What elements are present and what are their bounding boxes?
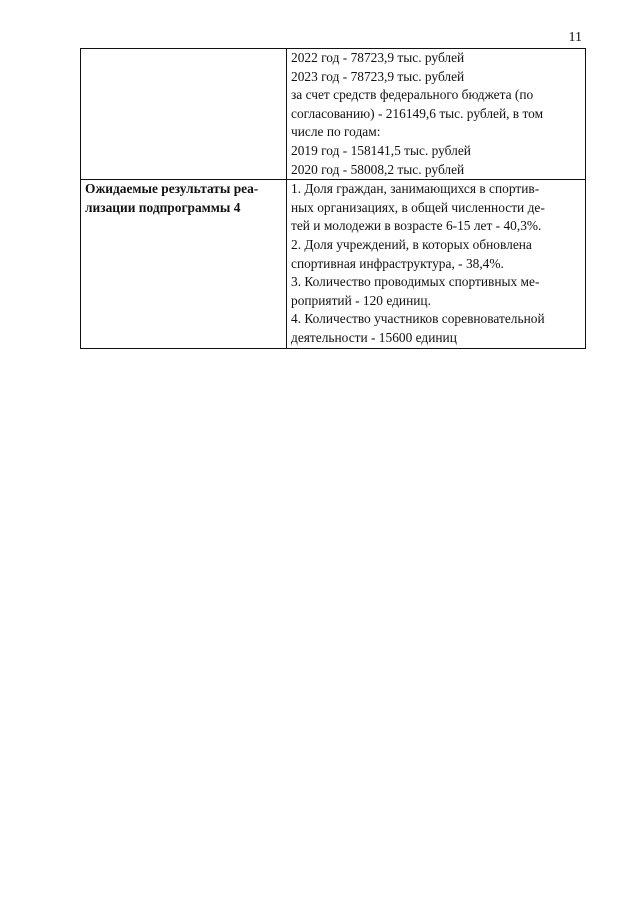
result-4-line-1: 4. Количество участников соревновательной — [291, 311, 545, 327]
result-1-line-3: тей и молодежи в возрасте 6-15 лет - 40,3%. — [291, 218, 542, 234]
result-1-line-1: 1. Доля граждан, занимающихся в спортив- — [291, 181, 540, 197]
federal-budget-line-1: за счет средств федерального бюджета (по — [291, 87, 534, 103]
funding-line-2022: 2022 год - 78723,9 тыс. рублей — [291, 50, 465, 65]
federal-budget-line-2: согласованию) - 216149,6 тыс. рублей, в том — [291, 105, 544, 121]
result-2-line-2: спортивная инфраструктура, - 38,4%. — [291, 255, 504, 271]
federal-line-2020: 2020 год - 58008,2 тыс. рублей — [291, 161, 465, 177]
table-row — [81, 49, 586, 180]
federal-budget-line-3: числе по годам: — [291, 124, 381, 140]
result-3-line-2: роприятий - 120 единиц. — [291, 292, 431, 308]
row-label-cell — [81, 49, 287, 180]
result-1-line-2: ных организациях, в общей численности де- — [291, 199, 545, 215]
federal-line-2019: 2019 год - 158141,5 тыс. рублей — [291, 142, 471, 158]
result-4-line-2: деятельности - 15600 единиц — [291, 329, 457, 345]
page-number: 11 — [568, 30, 582, 45]
result-2-line-1: 2. Доля учреждений, в которых обновлена — [291, 236, 532, 252]
expected-results-label-1: Ожидаемые результаты реа- — [85, 181, 259, 197]
result-3-line-1: 3. Количество проводимых спортивных ме- — [291, 274, 540, 290]
subprogram-table — [80, 48, 586, 349]
row-value-cell — [287, 49, 586, 180]
row-label-cell — [81, 180, 287, 348]
row-value-cell — [287, 180, 586, 348]
expected-results-label-2: лизации подпрограммы 4 — [85, 199, 241, 215]
table-row — [81, 180, 586, 348]
funding-line-2023: 2023 год - 78723,9 тыс. рублей — [291, 68, 465, 84]
